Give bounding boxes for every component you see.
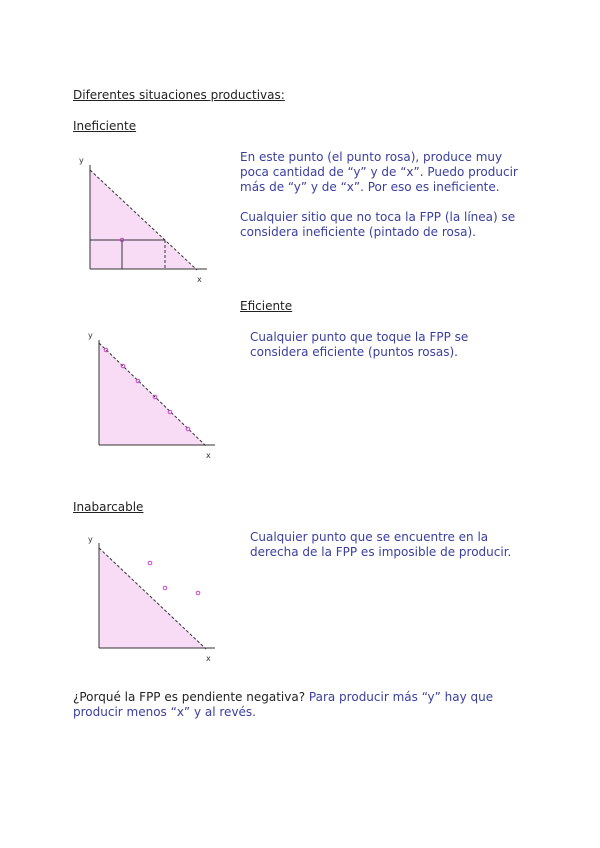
eficiente-text: Cualquier punto que toque la FPP se considera eficiente (puntos rosas). (250, 330, 469, 359)
question-block (73, 690, 493, 720)
x-axis-label: x (206, 654, 211, 663)
answer-text-2: producir menos “x” y al revés. (73, 705, 256, 719)
unattainable-point-2 (163, 586, 167, 590)
x-axis-label: x (197, 275, 202, 284)
ineficiente-text-2: Cualquier sitio que no toca la FPP (la línea) se considera ineficiente (pintado de rosa). (240, 210, 516, 239)
unattainable-point-1 (148, 561, 152, 565)
question-text: ¿Porqué la FPP es pendiente negativa? (73, 690, 306, 704)
section-title-ineficiente: Ineficiente (73, 119, 137, 133)
x-axis-label: x (206, 451, 211, 460)
ineficiente-text-1: En este punto (el punto rosa), produce muy poca cantidad de “y” y de “x”. Puedo producir más de “y” y de “x”. Por eso es ineficiente. (240, 150, 518, 194)
y-axis-label: y (79, 156, 84, 165)
page-heading: Diferentes situaciones productivas: (73, 88, 285, 102)
section-title-eficiente: Eficiente (240, 299, 293, 313)
inabarcable-text: Cualquier punto que se encuentre en la derecha de la FPP es imposible de producir. (250, 530, 512, 559)
y-axis-label: y (88, 331, 93, 340)
unattainable-point-3 (196, 591, 200, 595)
answer-text-1: Para producir más “y” hay que (308, 690, 494, 704)
y-axis-label: y (88, 535, 93, 544)
section-title-inabarcable: Inabarcable (73, 500, 144, 514)
